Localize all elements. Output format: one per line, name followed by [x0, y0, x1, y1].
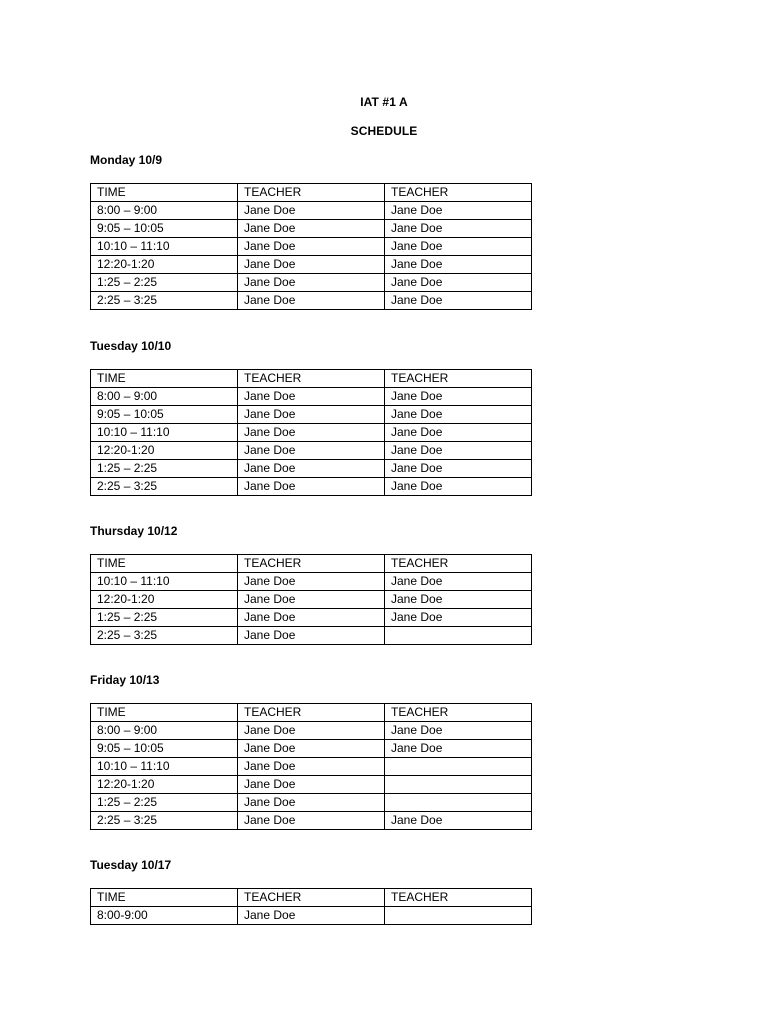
teacher-cell: Jane Doe — [238, 202, 385, 220]
time-cell: 10:10 – 11:10 — [91, 758, 238, 776]
section-heading: Monday 10/9 — [90, 153, 163, 167]
teacher-cell: Jane Doe — [238, 292, 385, 310]
table-header-row — [91, 704, 532, 722]
teacher-cell: Jane Doe — [238, 573, 385, 591]
time-cell: 12:20-1:20 — [91, 256, 238, 274]
table-row — [91, 573, 532, 591]
section-heading: Friday 10/13 — [90, 673, 160, 687]
section-heading: Thursday 10/12 — [90, 524, 178, 538]
teacher-cell — [385, 758, 532, 776]
teacher-cell: Jane Doe — [385, 609, 532, 627]
table-row — [91, 406, 532, 424]
teacher-cell: Jane Doe — [385, 424, 532, 442]
table-row — [91, 776, 532, 794]
table-header-row — [91, 370, 532, 388]
teacher-cell: Jane Doe — [385, 256, 532, 274]
teacher-cell: Jane Doe — [385, 238, 532, 256]
table-row — [91, 292, 532, 310]
teacher-cell — [385, 907, 532, 925]
column-header: TIME — [91, 555, 238, 573]
table-row — [91, 794, 532, 812]
time-cell: 8:00 – 9:00 — [91, 388, 238, 406]
teacher-cell: Jane Doe — [238, 794, 385, 812]
table-row — [91, 478, 532, 496]
teacher-cell: Jane Doe — [385, 740, 532, 758]
table-header-row — [91, 889, 532, 907]
teacher-cell: Jane Doe — [238, 722, 385, 740]
table-row — [91, 460, 532, 478]
table-row — [91, 740, 532, 758]
teacher-cell: Jane Doe — [238, 591, 385, 609]
table-header-row — [91, 184, 532, 202]
time-cell: 8:00 – 9:00 — [91, 722, 238, 740]
teacher-cell: Jane Doe — [385, 202, 532, 220]
column-header: TIME — [91, 889, 238, 907]
section-heading: Tuesday 10/10 — [90, 339, 172, 353]
column-header: TEACHER — [238, 555, 385, 573]
column-header: TEACHER — [238, 889, 385, 907]
teacher-cell: Jane Doe — [238, 238, 385, 256]
time-cell: 9:05 – 10:05 — [91, 740, 238, 758]
teacher-cell: Jane Doe — [385, 220, 532, 238]
teacher-cell: Jane Doe — [238, 478, 385, 496]
table-row — [91, 220, 532, 238]
schedule-section — [90, 523, 532, 645]
table-row — [91, 609, 532, 627]
schedule-section — [90, 857, 532, 925]
document-subtitle: SCHEDULE — [350, 124, 418, 138]
teacher-cell — [385, 776, 532, 794]
time-cell: 2:25 – 3:25 — [91, 292, 238, 310]
table-row — [91, 424, 532, 442]
time-cell: 1:25 – 2:25 — [91, 274, 238, 292]
schedule-table — [90, 369, 532, 496]
time-cell: 10:10 – 11:10 — [91, 238, 238, 256]
teacher-cell: Jane Doe — [238, 442, 385, 460]
teacher-cell: Jane Doe — [385, 812, 532, 830]
teacher-cell: Jane Doe — [238, 460, 385, 478]
column-header: TIME — [91, 184, 238, 202]
teacher-cell — [385, 794, 532, 812]
column-header: TEACHER — [238, 704, 385, 722]
teacher-cell — [385, 627, 532, 645]
teacher-cell: Jane Doe — [385, 460, 532, 478]
teacher-cell: Jane Doe — [238, 424, 385, 442]
teacher-cell: Jane Doe — [238, 388, 385, 406]
time-cell: 2:25 – 3:25 — [91, 478, 238, 496]
time-cell: 12:20-1:20 — [91, 591, 238, 609]
time-cell: 12:20-1:20 — [91, 776, 238, 794]
column-header: TIME — [91, 704, 238, 722]
teacher-cell: Jane Doe — [238, 627, 385, 645]
schedule-table — [90, 554, 532, 645]
table-row — [91, 627, 532, 645]
teacher-cell: Jane Doe — [238, 609, 385, 627]
column-header: TEACHER — [385, 704, 532, 722]
time-cell: 9:05 – 10:05 — [91, 406, 238, 424]
table-row — [91, 758, 532, 776]
table-row — [91, 256, 532, 274]
teacher-cell: Jane Doe — [238, 274, 385, 292]
teacher-cell: Jane Doe — [238, 740, 385, 758]
table-row — [91, 591, 532, 609]
teacher-cell: Jane Doe — [385, 274, 532, 292]
time-cell: 1:25 – 2:25 — [91, 794, 238, 812]
column-header: TEACHER — [385, 184, 532, 202]
table-row — [91, 812, 532, 830]
time-cell: 12:20-1:20 — [91, 442, 238, 460]
schedule-table — [90, 183, 532, 310]
time-cell: 10:10 – 11:10 — [91, 424, 238, 442]
time-cell: 10:10 – 11:10 — [91, 573, 238, 591]
table-row — [91, 442, 532, 460]
schedule-table — [90, 888, 532, 925]
teacher-cell: Jane Doe — [238, 406, 385, 424]
table-header-row — [91, 555, 532, 573]
teacher-cell: Jane Doe — [385, 722, 532, 740]
teacher-cell: Jane Doe — [385, 442, 532, 460]
table-row — [91, 388, 532, 406]
teacher-cell: Jane Doe — [385, 406, 532, 424]
table-row — [91, 274, 532, 292]
section-heading: Tuesday 10/17 — [90, 858, 172, 872]
table-row — [91, 907, 532, 925]
time-cell: 2:25 – 3:25 — [91, 812, 238, 830]
teacher-cell: Jane Doe — [385, 573, 532, 591]
column-header: TEACHER — [385, 555, 532, 573]
time-cell: 8:00-9:00 — [91, 907, 238, 925]
time-cell: 1:25 – 2:25 — [91, 609, 238, 627]
teacher-cell: Jane Doe — [238, 812, 385, 830]
table-row — [91, 202, 532, 220]
column-header: TEACHER — [238, 184, 385, 202]
column-header: TEACHER — [385, 889, 532, 907]
column-header: TEACHER — [385, 370, 532, 388]
column-header: TEACHER — [238, 370, 385, 388]
schedule-section — [90, 672, 532, 830]
document-title: IAT #1 A — [360, 95, 408, 109]
schedule-table — [90, 703, 532, 830]
teacher-cell: Jane Doe — [238, 776, 385, 794]
teacher-cell: Jane Doe — [238, 907, 385, 925]
teacher-cell: Jane Doe — [385, 388, 532, 406]
teacher-cell: Jane Doe — [385, 478, 532, 496]
time-cell: 8:00 – 9:00 — [91, 202, 238, 220]
schedule-section — [90, 152, 532, 310]
teacher-cell: Jane Doe — [385, 591, 532, 609]
table-row — [91, 238, 532, 256]
time-cell: 2:25 – 3:25 — [91, 627, 238, 645]
schedule-section — [90, 338, 532, 496]
time-cell: 9:05 – 10:05 — [91, 220, 238, 238]
teacher-cell: Jane Doe — [238, 256, 385, 274]
teacher-cell: Jane Doe — [238, 220, 385, 238]
teacher-cell: Jane Doe — [385, 292, 532, 310]
teacher-cell: Jane Doe — [238, 758, 385, 776]
column-header: TIME — [91, 370, 238, 388]
time-cell: 1:25 – 2:25 — [91, 460, 238, 478]
table-row — [91, 722, 532, 740]
